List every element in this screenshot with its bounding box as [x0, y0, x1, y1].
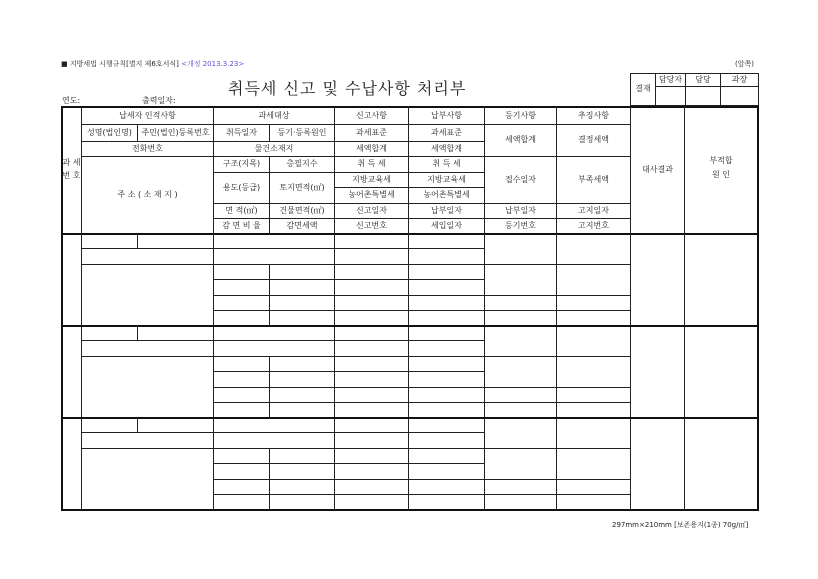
location-label: 물건소재지 — [254, 143, 294, 153]
phone-label: 전화번호 — [132, 143, 163, 153]
shortfall-tax-label: 부족세액 — [578, 174, 609, 184]
object-header: 과세대상 — [258, 110, 290, 120]
registry-header: 등기사항 — [505, 110, 536, 120]
decided-tax-label: 결정세액 — [578, 135, 609, 145]
reduction-rate-label: 감 면 비 율 — [222, 220, 261, 230]
floors-label: 층필지수 — [286, 159, 318, 169]
tax-base-label: 과세표준 — [356, 127, 387, 137]
taxpayer-id-label: 주민(법인)등록번호 — [141, 127, 210, 137]
reg-no-label: 등기번호 — [505, 220, 536, 230]
regulation-label — [61, 59, 244, 69]
report-date-label: 신고일자 — [356, 205, 387, 215]
print-date-label: 출력일자: — [142, 96, 176, 105]
pay-acq-label: 취 득 세 — [432, 159, 461, 169]
revision-text: <개정 2013.3.23> — [181, 60, 245, 68]
pay-total-label: 세액합계 — [431, 143, 462, 153]
reg-pay-date-label: 납부일자 — [505, 205, 536, 215]
paper-spec-footer: 297mm×210mm [보존용지(1종) 70g/㎡] — [612, 521, 749, 529]
pay-edu-label: 지방교육세 — [427, 174, 466, 184]
bldg-area-label: 건물면적(㎡) — [279, 205, 325, 215]
collection-header: 추징사항 — [578, 110, 609, 120]
area-label: 면 적(㎡) — [225, 205, 258, 215]
taxpayer-header: 납세자 인적사항 — [119, 110, 176, 120]
pay-farm-label: 농어촌특별세 — [423, 190, 470, 200]
taxpayer-name-label: 성명(법인명) — [87, 127, 132, 137]
acq-date-label: 취득일자 — [226, 127, 257, 137]
approver-2: 담당 — [695, 74, 711, 84]
notice-date-label: 고지일자 — [578, 205, 609, 215]
reg-reason-label: 등기·등록원인 — [277, 127, 327, 137]
payment-header: 납부사항 — [431, 110, 462, 120]
tax-entry-date-label: 세입일자 — [431, 220, 462, 230]
acq-tax-label: 취 득 세 — [357, 159, 386, 169]
report-header: 신고사항 — [356, 110, 387, 120]
approval-label: 결재 — [635, 83, 651, 93]
land-area-label: 토지면적(㎡) — [279, 182, 325, 192]
report-no-label: 신고번호 — [356, 220, 387, 230]
reduction-tax-label: 감면세액 — [286, 220, 318, 230]
approver-3: 과장 — [731, 74, 748, 84]
pay-base-label: 과세표준 — [431, 127, 462, 137]
page-title: 취득세 신고 및 수납사항 처리부 — [228, 79, 467, 98]
notice-no-label: 고지번호 — [578, 220, 609, 230]
usage-label: 용도(등급) — [222, 182, 261, 192]
year-label: 연도: — [62, 96, 81, 105]
structure-label: 구조(지목) — [222, 159, 261, 169]
address-label: 주 소 ( 소 재 지 ) — [117, 189, 178, 199]
tax-total-label: 세액합계 — [356, 143, 387, 153]
audit-result-label: 대사결과 — [642, 165, 673, 175]
pay-date-label: 납부일자 — [431, 205, 462, 215]
serial-label: 과 세 번 호 — [62, 158, 81, 180]
edu-tax-label: 지방교육세 — [352, 174, 391, 184]
approver-1: 담당자 — [658, 74, 683, 84]
regulation-text: ■ 지방세법 시행규칙[별지 제6호서식] — [61, 60, 179, 68]
mismatch-label: 부적합 — [709, 155, 733, 165]
reason-label: 원 인 — [712, 169, 730, 179]
side-label: (앞쪽) — [735, 60, 754, 68]
farm-tax-label: 농어촌특별세 — [348, 190, 395, 200]
reg-tax-total-label: 세액합계 — [505, 135, 536, 145]
receipt-date-label: 접수일자 — [505, 174, 536, 184]
